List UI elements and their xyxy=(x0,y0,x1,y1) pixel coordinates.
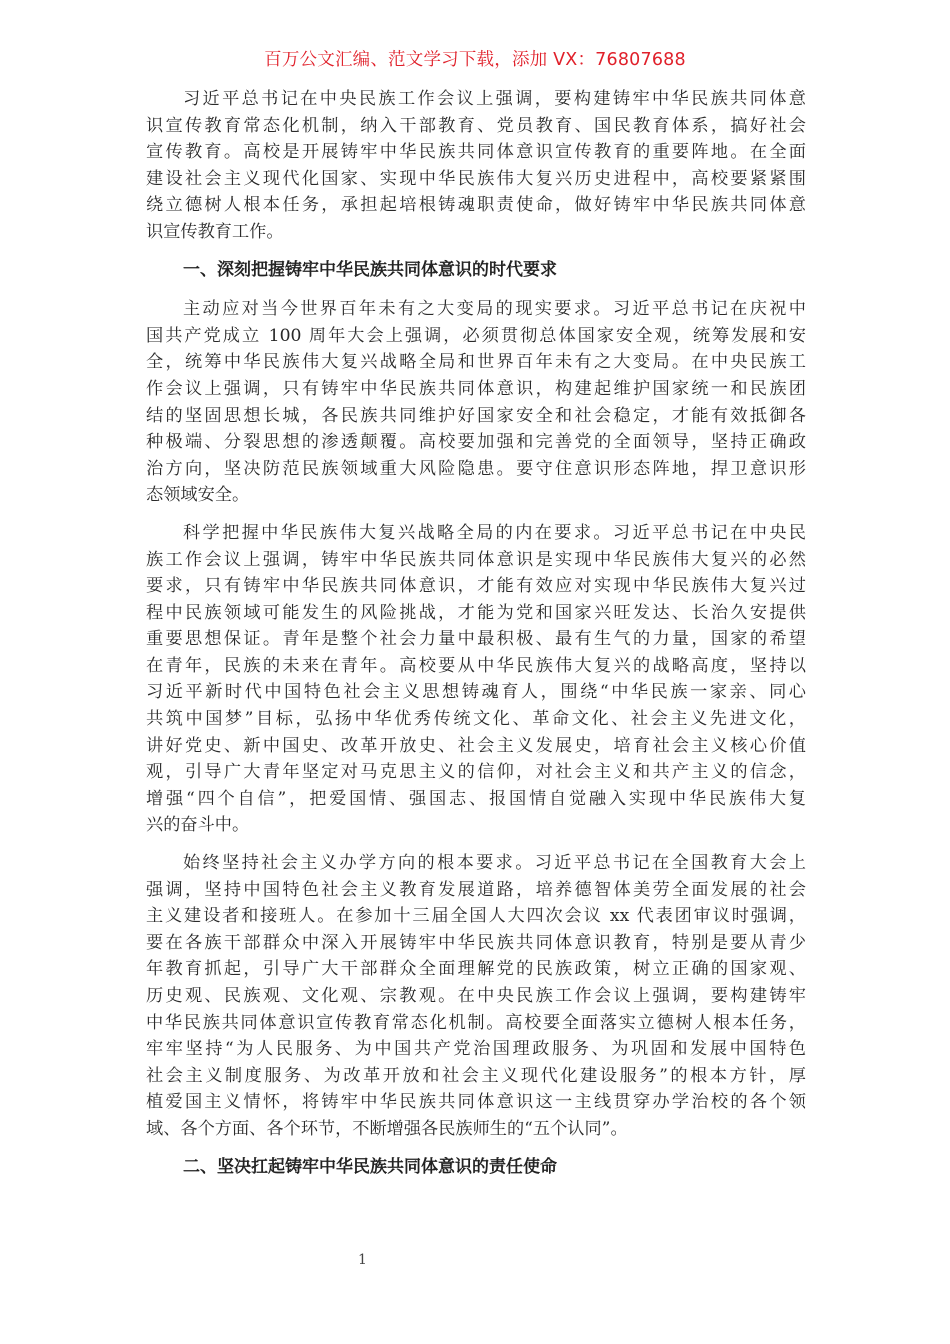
text-line: 国共产党成立 100 周年大会上强调，必须贯彻总体国家安全观，统筹发展和安 xyxy=(146,325,806,346)
text-line: 要求，只有铸牢中华民族共同体意识，才能有效应对实现中华民族伟大复兴过 xyxy=(146,576,806,597)
text-line: 科学把握中华民族伟大复兴战略全局的内在要求。习近平总书记在中央民 xyxy=(183,522,806,543)
paragraph xyxy=(146,296,806,509)
text-line: 族工作会议上强调，铸牢中华民族共同体意识是实现中华民族伟大复兴的必然 xyxy=(146,549,806,570)
text-line: 全，统筹中华民族伟大复兴战略全局和世界百年未有之大变局。在中央民族工 xyxy=(146,352,806,373)
text-line: 主义建设者和接班人。在参加十三届全国人大四次会议 xx 代表团审议时强调， xyxy=(146,906,806,927)
text-line: 共筑中国梦”目标，弘扬中华优秀传统文化、革命文化、社会主义先进文化， xyxy=(146,709,806,730)
text-line: 兴的奋斗中。 xyxy=(146,815,250,836)
text-line: 程中民族领域可能发生的风险挑战，才能为党和国家兴旺发达、长治久安提供 xyxy=(146,602,806,623)
document-body xyxy=(146,86,806,1193)
text-line: 态领域安全。 xyxy=(146,485,250,506)
section-heading-1: 一、深刻把握铸牢中华民族共同体意识的时代要求 xyxy=(183,259,557,280)
text-line: 观，引导广大青年坚定对马克思主义的信仰，对社会主义和共产主义的信念， xyxy=(146,762,806,783)
text-line: 建设社会主义现代化国家、实现中华民族伟大复兴历史进程中，高校要紧紧围 xyxy=(146,168,806,189)
text-line: 社会主义制度服务、为改革开放和社会主义现代化建设服务”的根本方针，厚 xyxy=(146,1065,806,1086)
watermark-banner: 百万公文汇编、范文学习下载，添加 VX：76807688 xyxy=(264,50,686,70)
text-line: 始终坚持社会主义办学方向的根本要求。习近平总书记在全国教育大会上 xyxy=(183,853,806,874)
paragraph xyxy=(146,520,806,839)
text-line: 年教育抓起，引导广大干部群众全面理解党的民族政策，树立正确的国家观、 xyxy=(146,959,806,980)
text-line: 重要思想保证。青年是整个社会力量中最积极、最有生气的力量，国家的希望 xyxy=(146,629,806,650)
paragraph xyxy=(146,850,806,1143)
text-line: 宣传教育。高校是开展铸牢中华民族共同体意识宣传教育的重要阵地。在全面 xyxy=(146,142,806,163)
section-heading-2: 二、坚决扛起铸牢中华民族共同体意识的责任使命 xyxy=(183,1156,557,1177)
text-line: 要在各族干部群众中深入开展铸牢中华民族共同体意识教育，特别是要从青少 xyxy=(146,932,806,953)
text-line: 结的坚固思想长城，各民族共同维护好国家安全和社会稳定，才能有效抵御各 xyxy=(146,405,806,426)
text-line: 讲好党史、新中国史、改革开放史、社会主义发展史，培育社会主义核心价值 xyxy=(146,735,806,756)
intro-paragraph xyxy=(146,86,806,246)
text-line: 中华民族共同体意识宣传教育常态化机制。高校要全面落实立德树人根本任务， xyxy=(146,1012,806,1033)
text-line: 强调，坚持中国特色社会主义教育发展道路，培养德智体美劳全面发展的社会 xyxy=(146,879,806,900)
text-line: 绕立德树人根本任务，承担起培根铸魂职责使命，做好铸牢中华民族共同体意 xyxy=(146,195,806,216)
text-line: 治方向，坚决防范民族领域重大风险隐患。要守住意识形态阵地，捍卫意识形 xyxy=(146,458,806,479)
text-line: 作会议上强调，只有铸牢中华民族共同体意识，构建起维护国家统一和民族团 xyxy=(146,378,806,399)
page-number: 1 xyxy=(358,1252,367,1268)
text-line: 习近平新时代中国特色社会主义思想铸魂育人，围绕“中华民族一家亲、同心 xyxy=(146,682,806,703)
text-line: 识宣传教育常态化机制，纳入干部教育、党员教育、国民教育体系，搞好社会 xyxy=(146,115,806,136)
text-line: 在青年，民族的未来在青年。高校要从中华民族伟大复兴的战略高度，坚持以 xyxy=(146,655,806,676)
text-line: 植爱国主义情怀，将铸牢中华民族共同体意识这一主线贯穿办学治校的各个领 xyxy=(146,1092,806,1113)
text-line: 增强“四个自信”，把爱国情、强国志、报国情自觉融入实现中华民族伟大复 xyxy=(146,788,806,809)
text-line: 主动应对当今世界百年未有之大变局的现实要求。习近平总书记在庆祝中 xyxy=(183,299,806,320)
text-line: 域、各个方面、各个环节，不断增强各民族师生的“五个认同”。 xyxy=(146,1118,628,1139)
text-line: 识宣传教育工作。 xyxy=(146,221,284,242)
text-line: 牢牢坚持“为人民服务、为中国共产党治国理政服务、为巩固和发展中国特色 xyxy=(146,1039,806,1060)
text-line: 习近平总书记在中央民族工作会议上强调，要构建铸牢中华民族共同体意 xyxy=(183,89,806,109)
text-line: 历史观、民族观、文化观、宗教观。在中央民族工作会议上强调，要构建铸牢 xyxy=(146,986,806,1006)
text-line: 种极端、分裂思想的渗透颠覆。高校要加强和完善党的全面领导，坚持正确政 xyxy=(146,432,806,453)
